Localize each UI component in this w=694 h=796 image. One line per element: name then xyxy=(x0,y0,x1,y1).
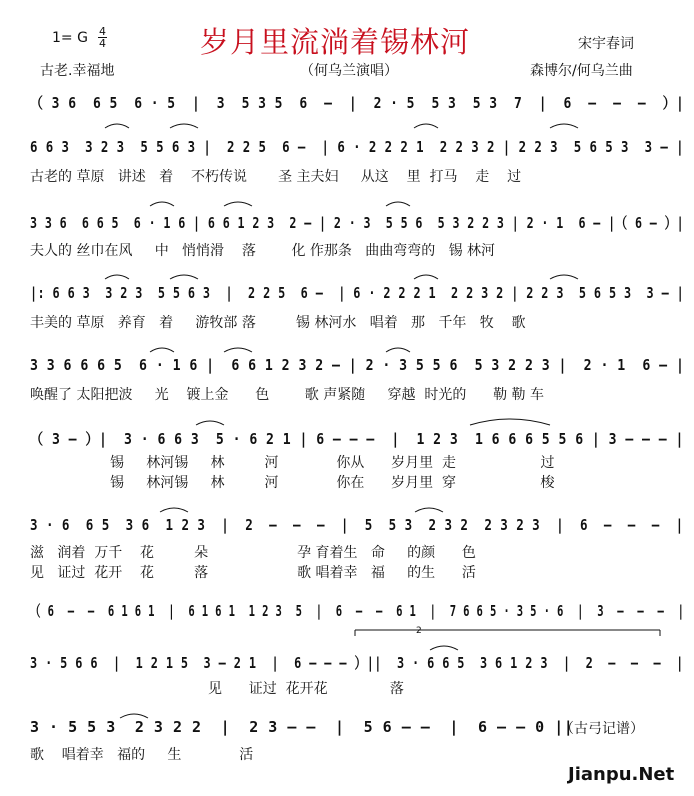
slur xyxy=(414,124,438,128)
lyric-line-10: 歌 唱着幸 福的 生 活 xyxy=(30,747,254,763)
notation-line-7: 3 · 6 6 5 3 6 1 2 3 | 2 – – – | 5 5 3 2 3 2 2 3 2 3 | 6 – – – | xyxy=(30,516,684,534)
slur xyxy=(224,202,252,206)
time-signature-top: 4 xyxy=(99,25,106,38)
notation-line-4: |: 6 6 3 3 2 3 5 5 6 3 | 2 2 5 6 – | 6 · 2 2 2 1 2 2 3 2 | 2 2 3 5 6 5 3 3 – | xyxy=(30,284,685,302)
notation-line-9: 3 · 5 6 6 | 1 2 1 5 3 – 2 1 | 6 – – – ）|| 3 · 6 6 5 3 6 1 2 3 | 2 – – – | xyxy=(30,654,684,672)
lyric-line-7a: 滋 润着 万千 花 朵 孕 育着生 命 的颜 色 xyxy=(30,545,476,561)
notation-line-10: 3 · 5 5 3 2 3 2 2 | 2 3 – – | 5 6 – – | 6 – – 0 || xyxy=(30,718,574,736)
notation-line-6: （ 3 – ）| 3 · 6 6 3 5 · 6 2 1 | 6 – – – | 1 2 3 1 6 6 6 5 5 6 | 3 – – – | xyxy=(30,430,684,448)
lyricist: 宋宇春词 xyxy=(578,36,634,52)
lyric-line-2: 古老的 草原 讲述 着 不朽传说 圣 主夫妇 从这 里 打马 走 过 xyxy=(30,169,522,185)
slur xyxy=(224,348,252,352)
notation-line-2: 6 6 3 3 2 3 5 5 6 3 | 2 2 5 6 – | 6 · 2 2 2 1 2 2 3 2 | 2 2 3 5 6 5 3 3 – | xyxy=(30,138,685,156)
slur xyxy=(550,124,578,128)
slur xyxy=(414,275,438,279)
transcriber-credit: （古弓记谱） xyxy=(560,721,644,737)
slur xyxy=(415,508,443,512)
notation-line-1: （ 3 6 6 5 6 · 5 | 3 5 3 5 6 – | 2 · 5 5 3 5 3 7 | 6 – – – ）| xyxy=(30,94,685,112)
song-title: 岁月里流淌着锡林河 xyxy=(200,25,471,59)
slur xyxy=(105,275,129,279)
slur xyxy=(430,646,458,650)
slur xyxy=(150,202,174,206)
origin-note: 古老.幸福地 xyxy=(40,63,115,79)
singer: （何乌兰演唱） xyxy=(300,63,398,79)
composer: 森博尔/何乌兰曲 xyxy=(530,63,633,79)
slur xyxy=(386,348,410,352)
time-signature-bottom: 4 xyxy=(99,37,106,50)
key-signature: 1= G xyxy=(52,30,88,46)
slur xyxy=(105,124,129,128)
site-watermark: Jianpu.Net xyxy=(568,764,675,785)
lyric-line-5: 唤醒了 太阳把波 光 镀上金 色 歌 声紧随 穿越 时光的 勒 勒 车 xyxy=(30,387,545,403)
slur xyxy=(150,348,174,352)
slur xyxy=(170,275,198,279)
slur xyxy=(170,124,198,128)
slur xyxy=(550,275,578,279)
lyric-line-6b: 锡 林河锡 林 河 你在 岁月里 穿 梭 xyxy=(110,475,555,491)
slur xyxy=(386,202,410,206)
slur xyxy=(470,419,550,425)
lyric-line-9: 见 证过 花开花 落 xyxy=(30,681,404,697)
slur xyxy=(160,508,188,512)
lyric-line-7b: 见 证过 花开 花 落 歌 唱着幸 福 的生 活 xyxy=(30,565,476,581)
lyric-line-4: 丰美的 草原 养育 着 游牧部 落 锡 林河水 唱着 那 千年 牧 歌 xyxy=(30,315,526,331)
notation-line-8: （ 6 – – 6 1 6 1 | 6 1 6 1 1 2 3 5 | 6 – – 6 1 | 7 6 6 5 · 3 5 · 6 | 3 – – – | xyxy=(30,602,685,620)
slur xyxy=(196,421,224,425)
notation-line-3: 3 3 6 6 6 5 6 · 1 6 | 6 6 1 2 3 2 – | 2 · 3 5 5 6 5 3 2 2 3 | 2 · 1 6 – |（ 6 – ）| xyxy=(30,214,685,232)
lyric-line-3: 夫人的 丝巾在风 中 悄悄滑 落 化 作那条 曲曲弯弯的 锡 林河 xyxy=(30,243,496,259)
notation-line-5: 3 3 6 6 6 5 6 · 1 6 | 6 6 1 2 3 2 – | 2 · 3 5 5 6 5 3 2 2 3 | 2 · 1 6 – | xyxy=(30,356,685,374)
lyric-line-6a: 锡 林河锡 林 河 你从 岁月里 走 过 xyxy=(110,455,555,471)
svg-text:2: 2 xyxy=(416,626,422,636)
